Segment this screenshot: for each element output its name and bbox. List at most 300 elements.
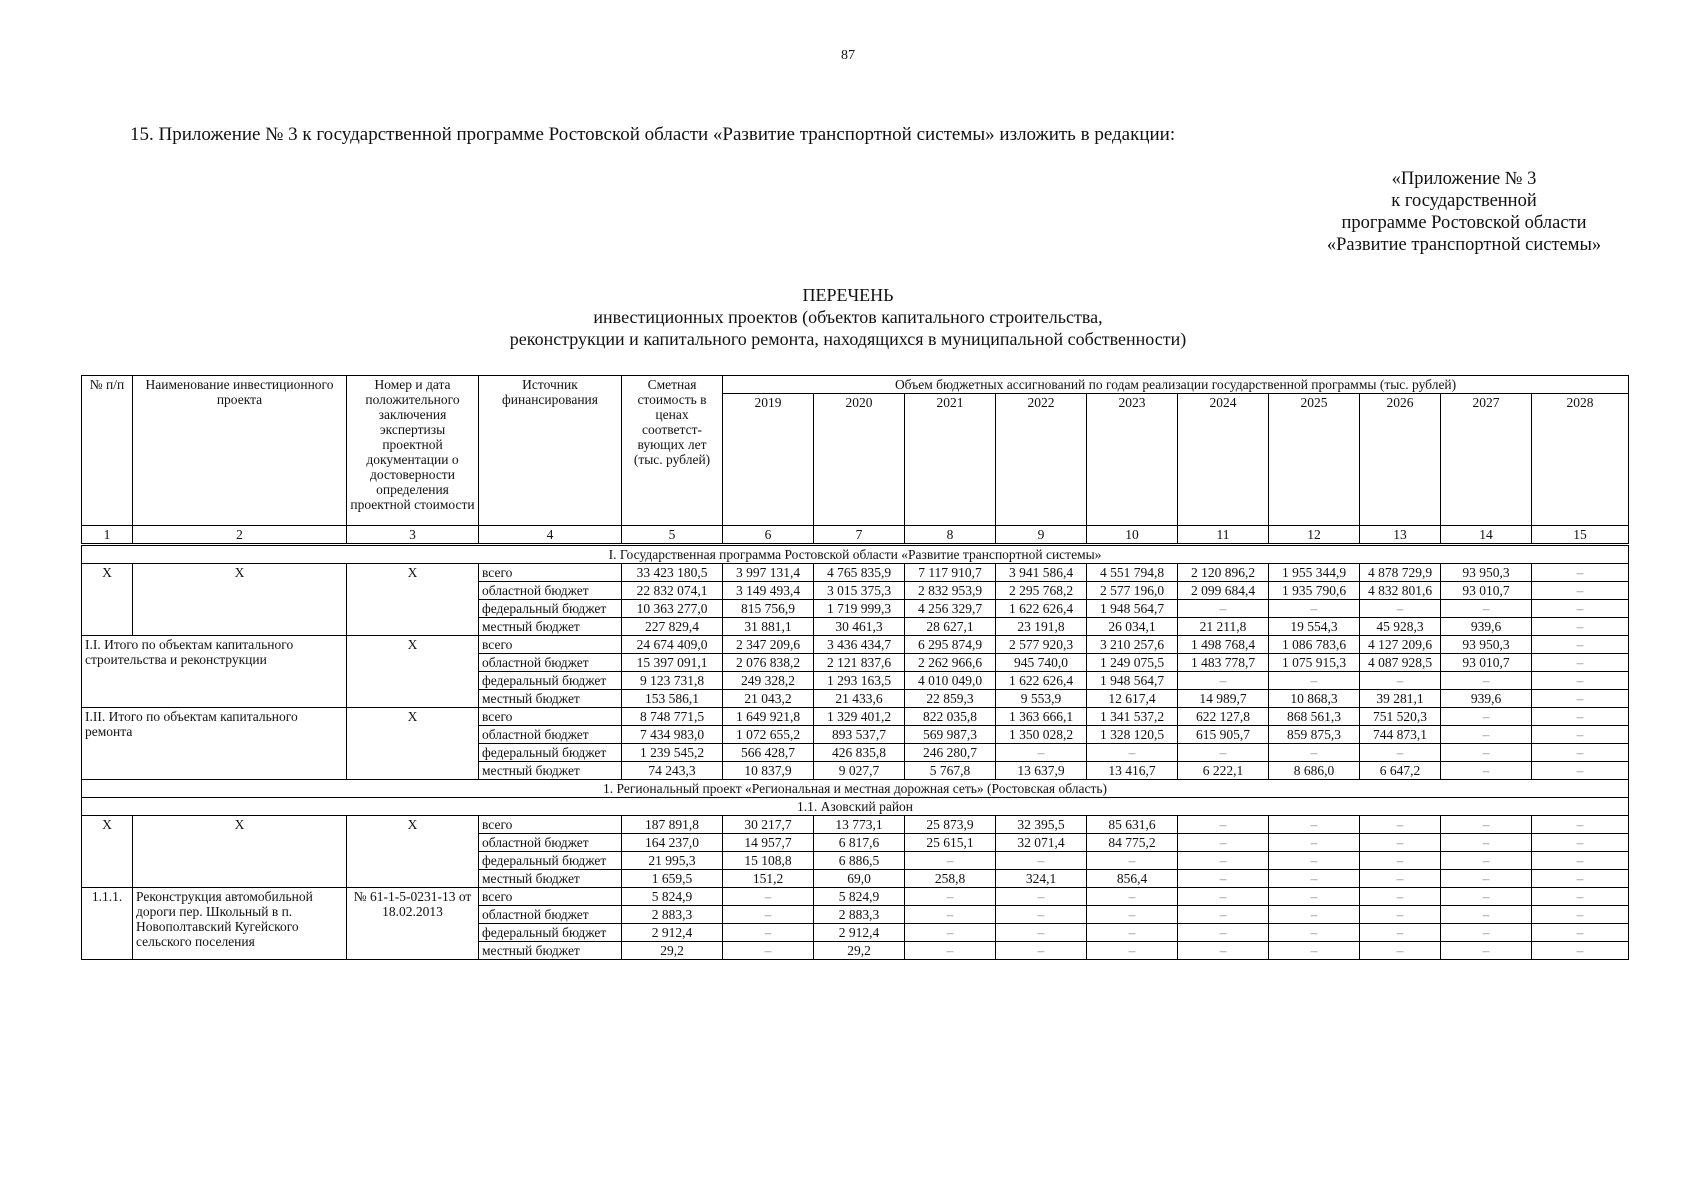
amount-cell: 1 622 626,4	[996, 600, 1087, 618]
amount-cell: 21 433,6	[814, 690, 905, 708]
amount-cell: 945 740,0	[996, 654, 1087, 672]
amount-cell: 93 950,3	[1441, 564, 1532, 582]
amount-cell: –	[905, 906, 996, 924]
header-year: 2019	[723, 394, 814, 526]
amount-cell: 32 071,4	[996, 834, 1087, 852]
table-body	[82, 526, 1629, 960]
funding-source: областной бюджет	[479, 582, 622, 600]
amount-cell: –	[1269, 672, 1360, 690]
amount-cell: 4 832 801,6	[1360, 582, 1441, 600]
amount-cell: 2 912,4	[814, 924, 905, 942]
row-number: 1.1.1.	[82, 888, 133, 960]
project-name: Х	[133, 564, 347, 636]
amount-cell: –	[1532, 726, 1629, 744]
amount-cell: 3 436 434,7	[814, 636, 905, 654]
amount-cell: 1 075 915,3	[1269, 654, 1360, 672]
amount-cell: 1 955 344,9	[1269, 564, 1360, 582]
project-name: I.II. Итого по объектам капитального ремонта	[82, 708, 347, 780]
amount-cell: –	[1441, 744, 1532, 762]
funding-source: всего	[479, 888, 622, 906]
amount-cell: –	[996, 906, 1087, 924]
amount-cell: –	[1087, 888, 1178, 906]
amount-cell: 9 553,9	[996, 690, 1087, 708]
amount-cell: 751 520,3	[1360, 708, 1441, 726]
amount-cell: –	[1532, 816, 1629, 834]
amount-cell: 39 281,1	[1360, 690, 1441, 708]
document-heading	[0, 284, 1696, 350]
amount-cell: –	[1360, 906, 1441, 924]
amount-cell: –	[1178, 924, 1269, 942]
amount-cell: 1 719 999,3	[814, 600, 905, 618]
amount-cell: 15 397 091,1	[622, 654, 723, 672]
amount-cell: 615 905,7	[1178, 726, 1269, 744]
page-number: 87	[841, 48, 855, 63]
funding-source: местный бюджет	[479, 942, 622, 960]
amount-cell: 822 035,8	[905, 708, 996, 726]
amount-cell: –	[1441, 600, 1532, 618]
funding-source: областной бюджет	[479, 906, 622, 924]
amount-cell: –	[1178, 672, 1269, 690]
amount-cell: –	[1178, 852, 1269, 870]
amount-cell: –	[723, 924, 814, 942]
amount-cell: 1 948 564,7	[1087, 600, 1178, 618]
amount-cell: 6 222,1	[1178, 762, 1269, 780]
appendix-note	[1314, 168, 1614, 256]
amount-cell: 13 773,1	[814, 816, 905, 834]
amount-cell: –	[1441, 942, 1532, 960]
column-index: 9	[996, 526, 1087, 545]
amount-cell: –	[1441, 906, 1532, 924]
row-number: Х	[82, 816, 133, 888]
amount-cell: 26 034,1	[1087, 618, 1178, 636]
amount-cell: 1 239 545,2	[622, 744, 723, 762]
amount-cell: 21 043,2	[723, 690, 814, 708]
amount-cell: 2 120 896,2	[1178, 564, 1269, 582]
amount-cell: 5 824,9	[622, 888, 723, 906]
amount-cell: 2 347 209,6	[723, 636, 814, 654]
amount-cell: –	[1178, 816, 1269, 834]
amount-cell: –	[996, 852, 1087, 870]
funding-source: местный бюджет	[479, 690, 622, 708]
amount-cell: –	[1269, 906, 1360, 924]
amount-cell: 10 868,3	[1269, 690, 1360, 708]
amount-cell: 249 328,2	[723, 672, 814, 690]
amount-cell: 22 832 074,1	[622, 582, 723, 600]
amount-cell: –	[1441, 870, 1532, 888]
amount-cell: 2 577 920,3	[996, 636, 1087, 654]
amount-cell: 258,8	[905, 870, 996, 888]
amount-cell: –	[996, 924, 1087, 942]
amount-cell: –	[905, 888, 996, 906]
funding-source: федеральный бюджет	[479, 744, 622, 762]
amount-cell: –	[905, 924, 996, 942]
column-index: 12	[1269, 526, 1360, 545]
amount-cell: 2 262 966,6	[905, 654, 996, 672]
amount-cell: –	[1532, 870, 1629, 888]
amount-cell: 1 350 028,2	[996, 726, 1087, 744]
funding-source: местный бюджет	[479, 870, 622, 888]
project-name: Реконструкция автомобильной дороги пер. Школьный в п. Новополтавский Кугейского сельского поселения	[133, 888, 347, 960]
heading-line: реконструкции и капитального ремонта, находящихся в муниципальной собственности)	[509, 329, 1187, 349]
amount-cell: 566 428,7	[723, 744, 814, 762]
funding-source: местный бюджет	[479, 762, 622, 780]
project-name: I.I. Итого по объектам капитального строительства и реконструкции	[82, 636, 347, 708]
amount-cell: 1 328 120,5	[1087, 726, 1178, 744]
column-index: 15	[1532, 526, 1629, 545]
amount-cell: 1 363 666,1	[996, 708, 1087, 726]
amount-cell: –	[1178, 834, 1269, 852]
amount-cell: –	[1532, 708, 1629, 726]
header-expertise: Номер и дата положительного заключения экспертизы проектной документации о достоверности определения проектной стоимости	[347, 376, 479, 526]
expertise-ref: Х	[347, 564, 479, 636]
amount-cell: –	[1178, 870, 1269, 888]
amount-cell: 12 617,4	[1087, 690, 1178, 708]
amount-cell: 153 586,1	[622, 690, 723, 708]
header-year: 2020	[814, 394, 905, 526]
table-row	[82, 888, 1629, 906]
amount-cell: –	[723, 942, 814, 960]
project-name: Х	[133, 816, 347, 888]
amount-cell: 45 928,3	[1360, 618, 1441, 636]
amount-cell: 28 627,1	[905, 618, 996, 636]
amount-cell: 1 622 626,4	[996, 672, 1087, 690]
amount-cell: 3 210 257,6	[1087, 636, 1178, 654]
header-year: 2023	[1087, 394, 1178, 526]
amount-cell: 19 554,3	[1269, 618, 1360, 636]
amount-cell: 4 878 729,9	[1360, 564, 1441, 582]
column-index: 2	[133, 526, 347, 545]
column-index: 11	[1178, 526, 1269, 545]
funding-source: всего	[479, 708, 622, 726]
funding-source: всего	[479, 816, 622, 834]
amount-cell: 30 461,3	[814, 618, 905, 636]
amount-cell: –	[1360, 744, 1441, 762]
amount-cell: 15 108,8	[723, 852, 814, 870]
amount-cell: –	[1532, 654, 1629, 672]
amount-cell: –	[1532, 852, 1629, 870]
column-index: 4	[479, 526, 622, 545]
amount-cell: 9 027,7	[814, 762, 905, 780]
amount-cell: –	[1532, 906, 1629, 924]
section-title: I. Государственная программа Ростовской области «Развитие транспортной системы»	[82, 545, 1629, 564]
amount-cell: –	[1360, 924, 1441, 942]
amount-cell: 939,6	[1441, 690, 1532, 708]
amount-cell: –	[1360, 816, 1441, 834]
funding-source: областной бюджет	[479, 834, 622, 852]
amount-cell: –	[1532, 672, 1629, 690]
amount-cell: 4 010 049,0	[905, 672, 996, 690]
column-index: 6	[723, 526, 814, 545]
amount-cell: 85 631,6	[1087, 816, 1178, 834]
amount-cell: 426 835,8	[814, 744, 905, 762]
amount-cell: 1 329 401,2	[814, 708, 905, 726]
amount-cell: 22 859,3	[905, 690, 996, 708]
amount-cell: 4 765 835,9	[814, 564, 905, 582]
header-volume: Объем бюджетных ассигнований по годам реализации государственной программы (тыс. рублей)	[723, 376, 1629, 394]
amount-cell: –	[723, 888, 814, 906]
amount-cell: 14 989,7	[1178, 690, 1269, 708]
amount-cell: –	[1178, 888, 1269, 906]
amount-cell: 1 249 075,5	[1087, 654, 1178, 672]
funding-source: федеральный бюджет	[479, 600, 622, 618]
funding-source: местный бюджет	[479, 618, 622, 636]
amount-cell: –	[1441, 708, 1532, 726]
amount-cell: 4 256 329,7	[905, 600, 996, 618]
table-row	[82, 816, 1629, 834]
section-row	[82, 545, 1629, 564]
header-year: 2027	[1441, 394, 1532, 526]
amount-cell: –	[996, 942, 1087, 960]
amount-cell: 1 948 564,7	[1087, 672, 1178, 690]
amount-cell: –	[1532, 924, 1629, 942]
amount-cell: 6 647,2	[1360, 762, 1441, 780]
amount-cell: 744 873,1	[1360, 726, 1441, 744]
amount-cell: –	[1269, 870, 1360, 888]
amount-cell: –	[1087, 942, 1178, 960]
column-index: 10	[1087, 526, 1178, 545]
amount-cell: 2 577 196,0	[1087, 582, 1178, 600]
header-year: 2025	[1269, 394, 1360, 526]
amount-cell: 7 434 983,0	[622, 726, 723, 744]
amount-cell: –	[1360, 942, 1441, 960]
amount-cell: 6 817,6	[814, 834, 905, 852]
amount-cell: 74 243,3	[622, 762, 723, 780]
amount-cell: 33 423 180,5	[622, 564, 723, 582]
expertise-ref: № 61-1-5-0231-13 от 18.02.2013	[347, 888, 479, 960]
amount-cell: –	[1269, 852, 1360, 870]
section-title: 1. Региональный проект «Региональная и местная дорожная сеть» (Ростовская область)	[82, 780, 1629, 798]
amount-cell: 4 551 794,8	[1087, 564, 1178, 582]
amount-cell: –	[1087, 906, 1178, 924]
table-row	[82, 564, 1629, 582]
amount-cell: 1 483 778,7	[1178, 654, 1269, 672]
amount-cell: 227 829,4	[622, 618, 723, 636]
amount-cell: 2 883,3	[622, 906, 723, 924]
amount-cell: –	[1532, 636, 1629, 654]
amount-cell: –	[996, 744, 1087, 762]
amount-cell: –	[1441, 672, 1532, 690]
section-row	[82, 798, 1629, 816]
table-row	[82, 708, 1629, 726]
amount-cell: 2 883,3	[814, 906, 905, 924]
funding-source: областной бюджет	[479, 654, 622, 672]
amount-cell: –	[1087, 924, 1178, 942]
table-row	[82, 636, 1629, 654]
amount-cell: –	[1532, 942, 1629, 960]
amount-cell: –	[1532, 618, 1629, 636]
amount-cell: –	[1441, 924, 1532, 942]
funding-source: федеральный бюджет	[479, 852, 622, 870]
amount-cell: –	[1178, 942, 1269, 960]
appendix-line: к государственной	[1391, 191, 1537, 211]
section-title: 1.1. Азовский район	[82, 798, 1629, 816]
amount-cell: 2 099 684,4	[1178, 582, 1269, 600]
amount-cell: –	[1532, 564, 1629, 582]
row-number: Х	[82, 564, 133, 636]
amount-cell: –	[1441, 816, 1532, 834]
header-name: Наименование инвестиционного проекта	[133, 376, 347, 526]
amount-cell: 2 912,4	[622, 924, 723, 942]
funding-source: федеральный бюджет	[479, 924, 622, 942]
amount-cell: –	[1269, 888, 1360, 906]
amount-cell: 9 123 731,8	[622, 672, 723, 690]
intro-text: 15. Приложение № 3 к государственной программе Ростовской области «Развитие транспортной системы» изложить в редакции:	[130, 124, 1176, 145]
amount-cell: 93 010,7	[1441, 582, 1532, 600]
amount-cell: 2 076 838,2	[723, 654, 814, 672]
column-index: 3	[347, 526, 479, 545]
amount-cell: 1 649 921,8	[723, 708, 814, 726]
amount-cell: –	[1087, 852, 1178, 870]
amount-cell: 23 191,8	[996, 618, 1087, 636]
column-index: 7	[814, 526, 905, 545]
column-index-row	[82, 526, 1629, 545]
expertise-ref: Х	[347, 708, 479, 780]
amount-cell: 815 756,9	[723, 600, 814, 618]
amount-cell: 151,2	[723, 870, 814, 888]
amount-cell: 164 237,0	[622, 834, 723, 852]
column-index: 5	[622, 526, 723, 545]
amount-cell: –	[1269, 834, 1360, 852]
amount-cell: 5 824,9	[814, 888, 905, 906]
amount-cell: –	[1532, 690, 1629, 708]
amount-cell: –	[905, 942, 996, 960]
amount-cell: 4 087 928,5	[1360, 654, 1441, 672]
expertise-ref: Х	[347, 636, 479, 708]
amount-cell: –	[1269, 600, 1360, 618]
amount-cell: 6 886,5	[814, 852, 905, 870]
amount-cell: 32 395,5	[996, 816, 1087, 834]
amount-cell: 859 875,3	[1269, 726, 1360, 744]
amount-cell: –	[1360, 870, 1441, 888]
header-year: 2022	[996, 394, 1087, 526]
amount-cell: –	[1360, 834, 1441, 852]
amount-cell: 4 127 209,6	[1360, 636, 1441, 654]
amount-cell: 1 498 768,4	[1178, 636, 1269, 654]
header-source: Источник финансирования	[479, 376, 622, 526]
amount-cell: –	[1269, 924, 1360, 942]
section-row	[82, 780, 1629, 798]
header-year: 2024	[1178, 394, 1269, 526]
amount-cell: 1 086 783,6	[1269, 636, 1360, 654]
amount-cell: 893 537,7	[814, 726, 905, 744]
amount-cell: –	[1178, 600, 1269, 618]
amount-cell: 1 659,5	[622, 870, 723, 888]
amount-cell: –	[1360, 888, 1441, 906]
amount-cell: 29,2	[622, 942, 723, 960]
amount-cell: 939,6	[1441, 618, 1532, 636]
amount-cell: –	[1441, 762, 1532, 780]
amount-cell: 1 293 163,5	[814, 672, 905, 690]
amount-cell: 10 363 277,0	[622, 600, 723, 618]
amount-cell: 3 941 586,4	[996, 564, 1087, 582]
amount-cell: 246 280,7	[905, 744, 996, 762]
amount-cell: 856,4	[1087, 870, 1178, 888]
amount-cell: –	[1178, 906, 1269, 924]
amount-cell: 13 416,7	[1087, 762, 1178, 780]
amount-cell: 21 995,3	[622, 852, 723, 870]
amount-cell: –	[1087, 744, 1178, 762]
amount-cell: 10 837,9	[723, 762, 814, 780]
amount-cell: 3 149 493,4	[723, 582, 814, 600]
funding-source: федеральный бюджет	[479, 672, 622, 690]
amount-cell: –	[1178, 744, 1269, 762]
appendix-line: «Развитие транспортной системы»	[1326, 235, 1602, 255]
header-year: 2028	[1532, 394, 1629, 526]
amount-cell: 7 117 910,7	[905, 564, 996, 582]
amount-cell: –	[905, 852, 996, 870]
amount-cell: –	[1532, 888, 1629, 906]
amount-cell: –	[1532, 582, 1629, 600]
amount-cell: 324,1	[996, 870, 1087, 888]
column-index: 8	[905, 526, 996, 545]
amount-cell: 25 873,9	[905, 816, 996, 834]
amount-cell: 14 957,7	[723, 834, 814, 852]
header-cost: Сметная стоимость в ценах соответст-вующих лет (тыс. рублей)	[622, 376, 723, 526]
amount-cell: –	[1269, 744, 1360, 762]
heading-title: ПЕРЕЧЕНЬ	[802, 285, 894, 305]
amount-cell: 569 987,3	[905, 726, 996, 744]
amount-cell: 868 561,3	[1269, 708, 1360, 726]
heading-line: инвестиционных проектов (объектов капитального строительства,	[593, 307, 1103, 327]
amount-cell: –	[1269, 942, 1360, 960]
amount-cell: –	[1441, 852, 1532, 870]
column-index: 14	[1441, 526, 1532, 545]
amount-cell: –	[1360, 600, 1441, 618]
expertise-ref: Х	[347, 816, 479, 888]
amount-cell: –	[1532, 762, 1629, 780]
amount-cell: 8 748 771,5	[622, 708, 723, 726]
amount-cell: 31 881,1	[723, 618, 814, 636]
amount-cell: –	[723, 906, 814, 924]
amount-cell: 1 935 790,6	[1269, 582, 1360, 600]
amount-cell: –	[1269, 816, 1360, 834]
header-num: № п/п	[82, 376, 133, 526]
amount-cell: 622 127,8	[1178, 708, 1269, 726]
amount-cell: –	[1532, 744, 1629, 762]
appendix-line: программе Ростовской области	[1341, 213, 1587, 233]
appendix-line: «Приложение № 3	[1391, 169, 1537, 189]
amount-cell: –	[1532, 600, 1629, 618]
amount-cell: 93 010,7	[1441, 654, 1532, 672]
amount-cell: 93 950,3	[1441, 636, 1532, 654]
amount-cell: –	[1441, 888, 1532, 906]
amount-cell: –	[1360, 672, 1441, 690]
amount-cell: 8 686,0	[1269, 762, 1360, 780]
amount-cell: 2 121 837,6	[814, 654, 905, 672]
amount-cell: 24 674 409,0	[622, 636, 723, 654]
amount-cell: 29,2	[814, 942, 905, 960]
funding-source: областной бюджет	[479, 726, 622, 744]
funding-source: всего	[479, 564, 622, 582]
column-index: 13	[1360, 526, 1441, 545]
amount-cell: –	[1532, 834, 1629, 852]
amount-cell: 187 891,8	[622, 816, 723, 834]
amount-cell: 69,0	[814, 870, 905, 888]
investment-table	[81, 375, 1629, 960]
amount-cell: –	[996, 888, 1087, 906]
amount-cell: 1 072 655,2	[723, 726, 814, 744]
amount-cell: 3 015 375,3	[814, 582, 905, 600]
amount-cell: 3 997 131,4	[723, 564, 814, 582]
amount-cell: –	[1441, 726, 1532, 744]
amount-cell: –	[1360, 852, 1441, 870]
amount-cell: 21 211,8	[1178, 618, 1269, 636]
funding-source: всего	[479, 636, 622, 654]
amount-cell: 25 615,1	[905, 834, 996, 852]
column-index: 1	[82, 526, 133, 545]
amount-cell: 1 341 537,2	[1087, 708, 1178, 726]
amount-cell: 2 295 768,2	[996, 582, 1087, 600]
